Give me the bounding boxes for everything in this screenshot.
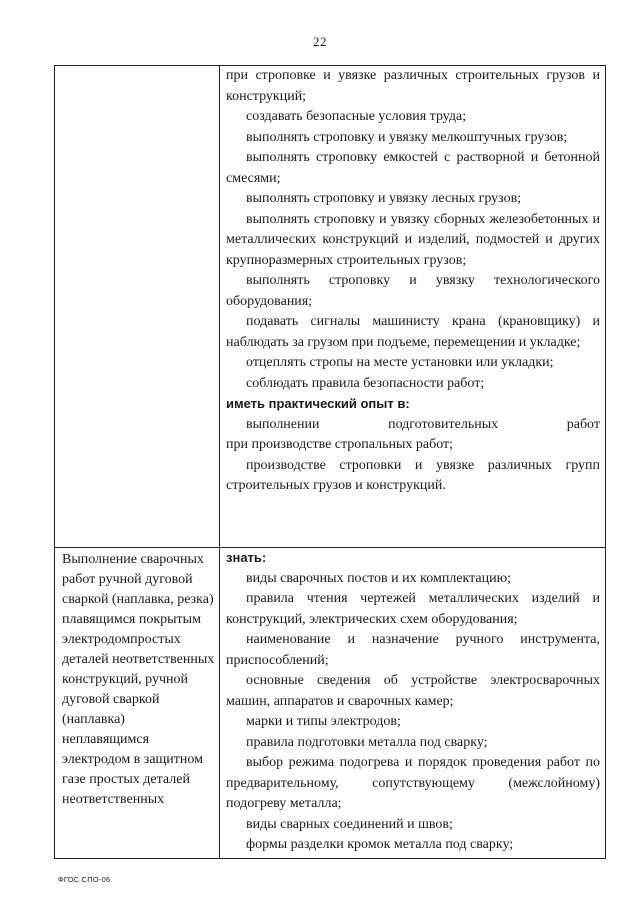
list-item: создавать безопасные условия труда;: [246, 109, 467, 124]
list-item: марки и типы электродов;: [246, 714, 401, 729]
row2-left-cell: [55, 548, 220, 859]
list-item: выполнять строповку емкостей с растворной и бетонной смесями;: [226, 150, 600, 186]
list-item: выбор режима подогрева и порядок проведения работ по предварительному, сопутствующему (межслойному) подогреву металла;: [226, 755, 600, 811]
list-item: при производстве стропальных работ;: [226, 437, 454, 452]
list-item: основные сведения об устройстве электросварочных машин, аппаратов и сварочных камер;: [226, 673, 600, 709]
footer-standard-code: ФГОС СПО-06: [58, 875, 111, 884]
list-item: выполнять строповку и увязку мелкоштучных грузов;: [246, 129, 568, 145]
competency-table: [54, 65, 606, 859]
row2-left-text: Выполнение сварочных работ ручной дуговой сваркой (наплавка, резка) плавящимся покрытым электродомпростых деталей неответственных конструкций, ручной дуговой сваркой (наплавка) неплавящимся электродом в защитном газе простых деталей неответственных: [62, 552, 215, 807]
list-item: выполнении подготовительных работ: [246, 416, 600, 432]
list-item: правила подготовки металла под сварку;: [246, 734, 488, 750]
page-number: 22: [313, 34, 327, 49]
row2-right-cell: [220, 548, 606, 859]
list-item: правила чтения чертежей металлических изделий и конструкций, электрических схем оборудования;: [226, 591, 600, 627]
list-item: формы разделки кромок металла под сварку;: [246, 837, 514, 852]
list-item: соблюдать правила безопасности работ;: [246, 375, 485, 391]
list-item: отцеплять стропы на месте установки или укладки;: [246, 355, 554, 370]
list-item: подавать сигналы машинисту крана (крановщику) и наблюдать за грузом при подъеме, перемещении и укладке;: [226, 314, 600, 350]
list-item: при строповке и увязке различных строительных грузов и конструкций;: [226, 68, 600, 104]
section-heading: иметь практический опыт в:: [226, 396, 410, 411]
list-item: виды сварных соединений и швов;: [246, 816, 453, 832]
list-item: выполнять строповку и увязку лесных грузов;: [246, 191, 522, 206]
table-row: [55, 66, 606, 548]
table-row: [55, 548, 606, 859]
list-item: выполнять строповку и увязку технологического оборудования;: [226, 273, 600, 309]
list-item: производстве строповки и увязке различных групп строительных грузов и конструкций.: [226, 457, 600, 493]
row1-right-cell: [220, 66, 606, 548]
list-item: виды сварочных постов и их комплектацию;: [246, 570, 511, 586]
row1-left-text: [55, 66, 219, 68]
section-heading: знать:: [226, 550, 267, 565]
row1-right-text: [220, 66, 605, 499]
list-item: выполнять строповку и увязку сборных железобетонных и металлических конструкций и изделий, подмостей и других крупноразмерных строительных грузов;: [226, 211, 600, 268]
row1-left-cell: [55, 66, 220, 548]
list-item: наименование и назначение ручного инструмента, приспособлений;: [226, 632, 600, 668]
row2-right-text: [220, 548, 605, 858]
